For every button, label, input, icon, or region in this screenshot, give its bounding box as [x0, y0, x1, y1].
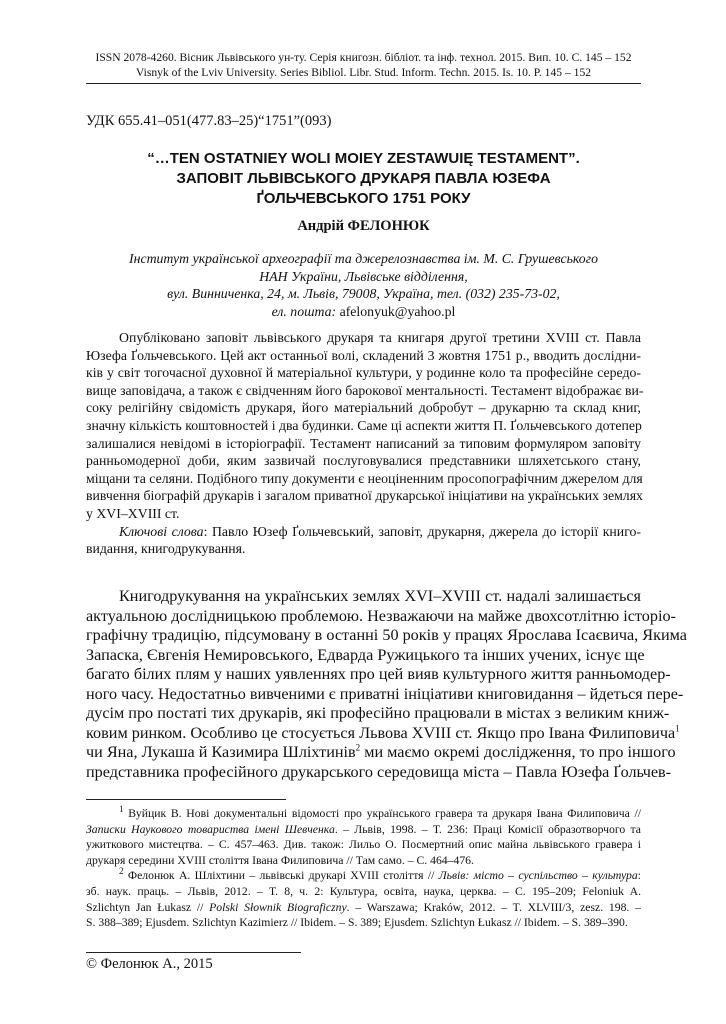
udc-code: УДК 655.41–051(477.83–25)“1751”(093)	[86, 113, 332, 129]
abstract-line: вивчення біографій друкарів і загалом приватної друкарської ініціативи на українських землях	[86, 488, 643, 504]
abstract-line: у XVI–XVIII ст.	[86, 505, 180, 521]
footnotes	[86, 806, 641, 931]
journal-header-line-en: Visnyk of the Lviv University. Series Bibliol. Libr. Stud. Inform. Techn. 2015. Is. 10. P. 145 – 152	[135, 66, 592, 79]
footnote-1-line: ужиткового мистецтва. – С. 457–463. Див. також: Лильо О. Посмертний опис майна львівського гравера і	[86, 838, 641, 852]
keywords-line	[86, 523, 641, 541]
body-text	[86, 587, 687, 782]
keywords-line-2: видання, книгодрукування.	[86, 541, 246, 557]
footnote-divider	[86, 799, 286, 800]
body-line: чи Яна, Лукаша й Казимира Шліхтинів$^2$ ми маємо окремі дослідження, то про іншого	[86, 742, 676, 761]
body-line: дусім про постаті тих друкарів, які професійно працювали в містах з великим книж-	[86, 704, 670, 722]
title-line-3: ҐОЛЬЧЕВСЬКОГО 1751 РОКУ	[256, 190, 471, 207]
body-line: Запаска, Євгенія Немировського, Едварда Ружицького та інших учених, існує ще	[86, 645, 645, 664]
abstract-line: ків у світ тогочасної духовної й матеріальної культури, у родинне коло та професійне середо-	[86, 365, 641, 381]
body-line: ковим ринком. Особливо це стосується Львова XVIII ст. Якщо про Івана Филиповича$^1$	[86, 723, 680, 742]
footnote-1-line: Записки Наукового товариства імені Шевченка. – Львів, 1998. – Т. 236: Праці Комісії образотворчого та	[86, 822, 641, 836]
journal-header-line-ua: ISSN 2078-4260. Вісник Львівського ун-ту. Серія книгозн. бібліот. та інф. технол. 2015. Вип. 10. С. 145 – 152	[95, 51, 632, 64]
email-label: ел. пошта	[271, 303, 332, 319]
body-line: представника професійного друкарського середовища міста – Павла Юзефа Ґольчев-	[86, 762, 672, 781]
footnote-1: $^1$ Вуйцик В. Нові документальні відомості про українського гравера та друкаря Івана Филиповича //	[119, 804, 641, 820]
footnote-2-line: Szlichtyn Jan Łukasz // Polski Słownik Biograficzny. – Warszawa; Kraków, 2012. – T. XLVIII/3, zesz. 198. –	[86, 900, 641, 914]
abstract-line: міщани та селяни. Подібного типу документи є неоціненним просопографічним джерелом для	[86, 470, 643, 486]
body-line: графічну традицію, підсумовану в останні 50 років у працях Ярослава Ісаєвича, Якима	[86, 626, 687, 644]
footnote-2-line: зб. наук. праць. – Львів, 2012. – Т. 8, ч. 2: Культура, освіта, наука, церква. – С. 195–209; Feloniuk A.	[86, 884, 641, 898]
journal-header	[86, 50, 641, 80]
email-address[interactable]: afelonyuk@yahoo.pl	[339, 303, 456, 319]
abstract-line: значну кількість коштовностей і два будинки. Саме ці аспекти життя П. Ґольчевського дотепер	[86, 417, 642, 433]
abstract-line: вище заповідача, а також є свідченням його барокової ментальності. Тестамент відображає ви-	[86, 382, 644, 398]
copyright-notice: © Фелонюк А., 2015	[86, 956, 213, 972]
abstract	[86, 329, 644, 558]
abstract-line: Юзефа Ґольчевського. Цей акт останньої волі, складений 3 жовтня 1751 р., вводить дослідни-	[86, 347, 641, 363]
body-line: ного часу. Недостатньо вивченими є приватні ініціативи книговидання – йдеться пере-	[86, 684, 684, 703]
body-line: Книгодрукування на українських землях XVI–XVIII ст. надалі залишається	[119, 587, 641, 605]
header-divider	[86, 83, 641, 84]
footnote-2: $^2$ Фелонюк А. Шліхтини – львівські друкарі XVIII століття // Львів: місто – суспільство – культура:	[119, 866, 641, 883]
affiliation-line-1: Інститут української археографії та джерелознавства ім. М. С. Грушевського	[129, 251, 598, 266]
article-title	[86, 149, 641, 209]
affiliation-line-2: НАН України, Львівське відділення,	[259, 268, 468, 284]
abstract-line: Опубліковано заповіт львівського друкаря та книгаря другої третини XVIII ст. Павла	[119, 330, 641, 345]
author-name: Андрій ФЕЛОНЮК	[297, 218, 430, 234]
copyright-divider	[86, 952, 301, 953]
footnote-2-line: S. 388–389; Ejusdem. Szlichtyn Kazimierz // Ibidem. – S. 389; Ejusdem. Szlichtyn Łukasz // Ibidem. – S. 389–390.	[86, 916, 628, 930]
affiliation	[86, 250, 641, 320]
footnote-1-line: друкаря середини XVIII століття Івана Филиповича // Там само. – С. 464–476.	[86, 853, 474, 867]
affiliation-email-line: ел. пошта: afelonyuk@yahoo.pl	[271, 303, 456, 319]
keywords-label: Ключові слова	[119, 523, 204, 539]
title-line-2: ЗАПОВІТ ЛЬВІВСЬКОГО ДРУКАРЯ ПАВЛА ЮЗЕФА	[176, 170, 551, 187]
affiliation-line-3: вул. Винниченка, 24, м. Львів, 79008, Україна, тел. (032) 235-73-02,	[167, 286, 560, 301]
footnote-ref-1[interactable]: 1	[675, 723, 680, 734]
body-line: багато білих плям у наших уявленнях про цей вияв культурного життя ранньомодер-	[86, 665, 671, 683]
title-line-1: “…TEN OSTATNIEY WOLI MOIEY ZESTAWUIĘ TESTAMENT”.	[147, 150, 580, 167]
abstract-line: соку релігійну свідомість друкаря, його матеріальний добробут – друкарню та склад книг,	[86, 400, 641, 416]
footnote-ref-2[interactable]: 2	[355, 742, 361, 753]
body-line: актуальною дослідницькою проблемою. Незважаючи на майже двохсотлітню історіо-	[86, 606, 676, 625]
abstract-line: залишалися невідомі в історіографії. Тестамент написаний за типовим формуляром заповіту	[86, 435, 641, 451]
keywords-text: : Павло Юзеф Ґольчевський, заповіт, друкарня, джерела до історії книго-	[203, 523, 642, 539]
abstract-line: ранньомодерної доби, яким зазвичай послуговувалися представники шляхетського стану,	[86, 453, 641, 469]
